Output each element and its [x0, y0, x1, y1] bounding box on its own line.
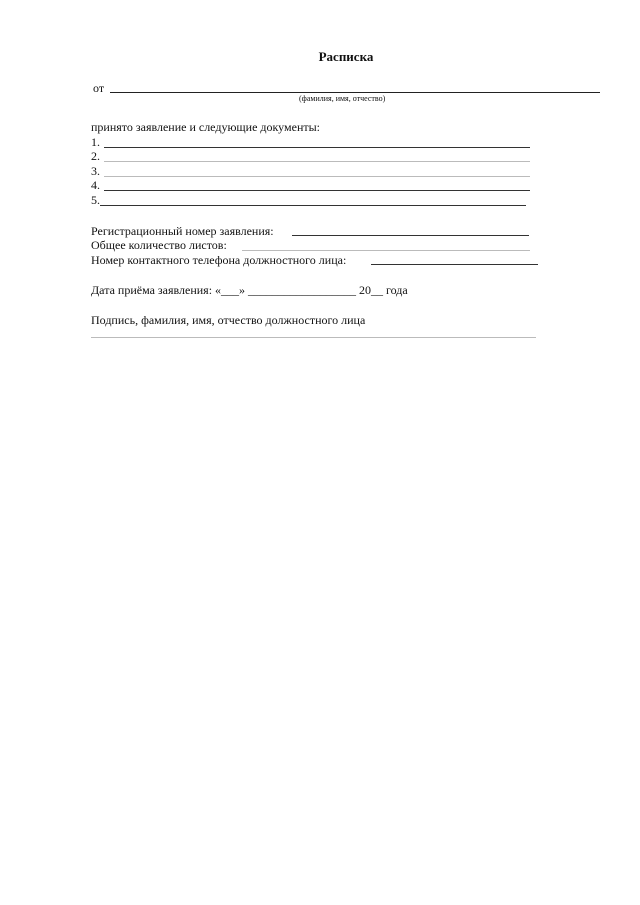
- phone-label: Номер контактного телефона должностного лица:: [91, 253, 347, 267]
- sheets-label: Общее количество листов:: [91, 238, 227, 252]
- from-label: от: [93, 81, 105, 95]
- signature-field[interactable]: [91, 337, 536, 338]
- sheets-count-field[interactable]: [242, 250, 530, 251]
- item-number-2: 2.: [91, 149, 100, 163]
- date-line: Дата приёма заявления: «___» __________________ 20__ года: [91, 283, 408, 297]
- reg-number-label: Регистрационный номер заявления:: [91, 224, 274, 238]
- item-number-4: 4.: [91, 178, 100, 192]
- reg-number-field[interactable]: [292, 235, 529, 236]
- item-number-3: 3.: [91, 164, 100, 178]
- intro-text: принято заявление и следующие документы:: [91, 120, 321, 134]
- document-item-field-3[interactable]: [104, 176, 530, 177]
- signature-label: Подпись, фамилия, имя, отчество должностного лица: [91, 313, 366, 327]
- document-title: Расписка: [318, 49, 374, 64]
- document-item-field-4[interactable]: [104, 190, 530, 191]
- phone-field[interactable]: [371, 264, 538, 265]
- from-name-field[interactable]: [110, 92, 600, 93]
- item-number-5: 5.: [91, 193, 100, 207]
- item-number-1: 1.: [91, 135, 100, 149]
- from-caption: (фамилия, имя, отчество): [299, 94, 386, 103]
- document-item-field-5[interactable]: [100, 205, 526, 206]
- document-item-field-2[interactable]: [104, 161, 530, 162]
- document-item-field-1[interactable]: [104, 147, 530, 148]
